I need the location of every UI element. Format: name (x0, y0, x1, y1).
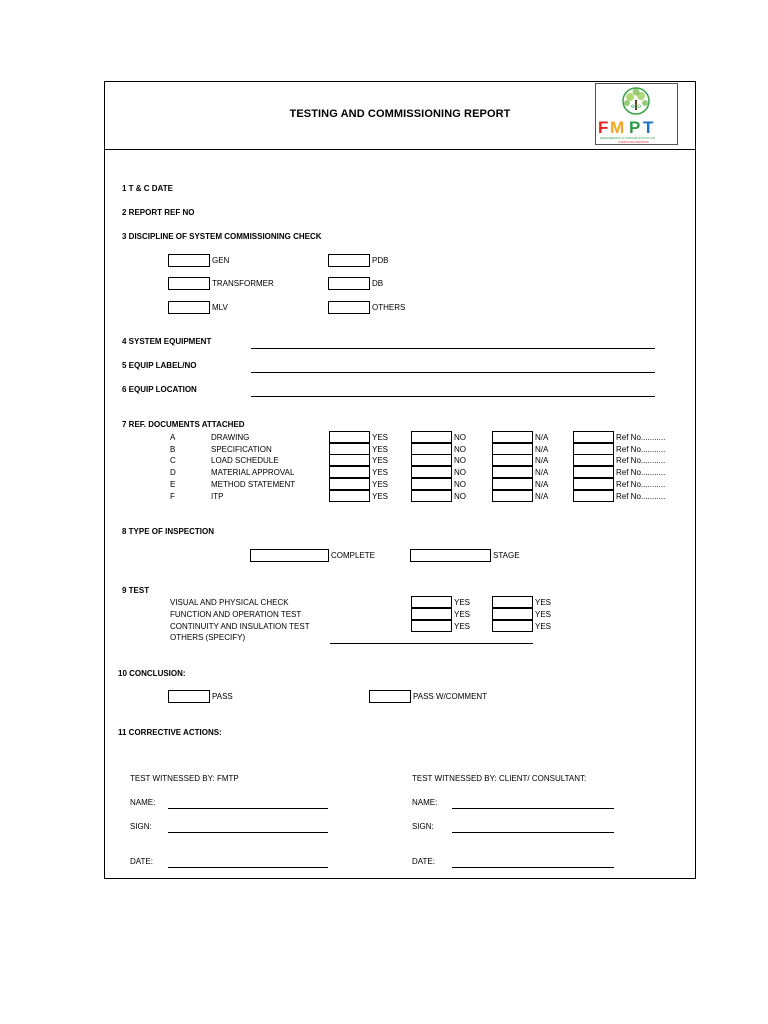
field-discipline-label: 3 DISCIPLINE OF SYSTEM COMMISSIONING CHECK (122, 232, 322, 241)
gen-label: GEN (212, 256, 230, 265)
ref-doc-na-label: N/A (535, 468, 549, 477)
test-a-label: YES (454, 598, 471, 607)
svg-text:M: M (610, 118, 625, 137)
ref-doc-na-label: N/A (535, 433, 549, 442)
left-sign-label: SIGN: (130, 822, 152, 831)
left-sign-line[interactable] (168, 832, 328, 833)
ref-doc-name: DRAWING (211, 433, 250, 442)
witness-client-title: TEST WITNESSED BY: CLIENT/ CONSULTANT: (412, 774, 587, 783)
field-test-label: 9 TEST (122, 586, 150, 595)
ref-doc-ref-label: Ref No........... (616, 492, 666, 501)
ref-doc-letter: A (170, 433, 176, 442)
ref-doc-no-label: NO (454, 433, 466, 442)
ref-doc-yes-label: YES (372, 480, 389, 489)
others-label: OTHERS (372, 303, 406, 312)
ref-doc-na-label: N/A (535, 456, 549, 465)
ref-doc-name: ITP (211, 492, 224, 501)
ref-doc-name: LOAD SCHEDULE (211, 456, 279, 465)
ref-doc-ref-checkbox[interactable] (573, 431, 614, 443)
ref-doc-letter: B (170, 445, 176, 454)
test-a-checkbox[interactable] (411, 596, 452, 608)
test-a-label: YES (454, 610, 471, 619)
pass-with-comment-checkbox[interactable] (369, 690, 411, 703)
pass-checkbox[interactable] (168, 690, 210, 703)
ref-doc-yes-label: YES (372, 492, 389, 501)
left-name-label: NAME: (130, 798, 156, 807)
ref-doc-ref-label: Ref No........... (616, 468, 666, 477)
test-name: VISUAL AND PHYSICAL CHECK (170, 598, 289, 607)
right-date-line[interactable] (452, 867, 614, 868)
test-name: CONTINUITY AND INSULATION TEST (170, 622, 310, 631)
ref-doc-na-label: N/A (535, 480, 549, 489)
test-a-checkbox[interactable] (411, 608, 452, 620)
ref-doc-no-checkbox[interactable] (411, 478, 452, 490)
ref-doc-no-label: NO (454, 468, 466, 477)
right-sign-label: SIGN: (412, 822, 434, 831)
ref-doc-letter: C (170, 456, 176, 465)
others-checkbox[interactable] (328, 301, 370, 314)
left-name-line[interactable] (168, 808, 328, 809)
right-sign-line[interactable] (452, 832, 614, 833)
test-name: OTHERS (SPECIFY) (170, 633, 246, 642)
ref-doc-na-checkbox[interactable] (492, 478, 533, 490)
field-conclusion-label: 10 CONCLUSION: (118, 669, 186, 678)
test-a-label: YES (454, 622, 471, 631)
witness-fmtp-title: TEST WITNESSED BY: FMTP (130, 774, 239, 783)
ref-doc-name: SPECIFICATION (211, 445, 272, 454)
pass-with-comment-label: PASS W/COMMENT (413, 692, 488, 701)
ref-doc-ref-label: Ref No........... (616, 456, 666, 465)
ref-doc-na-checkbox[interactable] (492, 490, 533, 502)
ref-doc-ref-label: Ref No........... (616, 433, 666, 442)
ref-doc-no-checkbox[interactable] (411, 466, 452, 478)
stage-checkbox[interactable] (410, 549, 491, 562)
test-b-label: YES (535, 598, 552, 607)
test-b-checkbox[interactable] (492, 596, 533, 608)
ref-doc-no-checkbox[interactable] (411, 490, 452, 502)
right-name-label: NAME: (412, 798, 438, 807)
ref-doc-yes-checkbox[interactable] (329, 466, 370, 478)
others-specify-line[interactable] (330, 643, 533, 644)
pass-label: PASS (212, 692, 233, 701)
right-date-label: DATE: (412, 857, 435, 866)
test-b-checkbox[interactable] (492, 620, 533, 632)
test-name: FUNCTION AND OPERATION TEST (170, 610, 302, 619)
ref-doc-ref-checkbox[interactable] (573, 454, 614, 466)
test-a-checkbox[interactable] (411, 620, 452, 632)
ref-doc-name: METHOD STATEMENT (211, 480, 296, 489)
svg-text:P: P (629, 118, 641, 137)
logo-eco-text: eco (631, 104, 641, 110)
ref-doc-ref-checkbox[interactable] (573, 478, 614, 490)
system-equipment-line[interactable] (251, 348, 655, 349)
ref-doc-na-label: N/A (535, 492, 549, 501)
gen-checkbox[interactable] (168, 254, 210, 267)
field-ref-docs-label: 7 REF. DOCUMENTS ATTACHED (122, 420, 245, 429)
header-divider (104, 149, 696, 150)
tree-logo-icon (596, 84, 677, 144)
ref-doc-no-label: NO (454, 492, 466, 501)
ref-doc-name: MATERIAL APPROVAL (211, 468, 295, 477)
field-inspection-type-label: 8 TYPE OF INSPECTION (122, 527, 215, 536)
ref-doc-yes-checkbox[interactable] (329, 454, 370, 466)
pdb-label: PDB (372, 256, 389, 265)
ref-doc-yes-label: YES (372, 445, 389, 454)
ref-doc-ref-checkbox[interactable] (573, 466, 614, 478)
transformer-label: TRANSFORMER (212, 279, 274, 288)
test-b-checkbox[interactable] (492, 608, 533, 620)
equip-label-line[interactable] (251, 372, 655, 373)
svg-text:F: F (598, 118, 609, 137)
ref-doc-no-checkbox[interactable] (411, 431, 452, 443)
ref-doc-no-label: NO (454, 456, 466, 465)
ref-doc-ref-checkbox[interactable] (573, 490, 614, 502)
ref-doc-na-checkbox[interactable] (492, 466, 533, 478)
company-logo (595, 83, 678, 145)
ref-doc-no-label: NO (454, 445, 466, 454)
equip-location-line[interactable] (251, 396, 655, 397)
left-date-label: DATE: (130, 857, 153, 866)
ref-doc-no-label: NO (454, 480, 466, 489)
left-date-line[interactable] (168, 867, 328, 868)
field-equip-location-label: 6 EQUIP LOCATION (122, 385, 197, 394)
svg-text:T: T (643, 118, 654, 137)
test-b-label: YES (535, 622, 552, 631)
mlv-label: MLV (212, 303, 228, 312)
ref-doc-yes-label: YES (372, 468, 389, 477)
logo-tagline: ENGINEERING & CONSTRUCTION LTD (600, 136, 656, 140)
ref-doc-yes-checkbox[interactable] (329, 490, 370, 502)
ref-doc-ref-label: Ref No........... (616, 480, 666, 489)
ref-doc-na-checkbox[interactable] (492, 454, 533, 466)
ref-doc-yes-label: YES (372, 456, 389, 465)
ref-doc-no-checkbox[interactable] (411, 454, 452, 466)
field-corrective-actions-label: 11 CORRECTIVE ACTIONS: (118, 728, 222, 737)
ref-doc-na-label: N/A (535, 445, 549, 454)
ref-doc-yes-checkbox[interactable] (329, 478, 370, 490)
ref-doc-letter: D (170, 468, 176, 477)
field-report-ref-label: 2 REPORT REF NO (122, 208, 195, 217)
ref-doc-letter: F (170, 492, 175, 501)
ref-doc-ref-label: Ref No........... (616, 445, 666, 454)
ref-doc-letter: E (170, 480, 176, 489)
ref-doc-yes-label: YES (372, 433, 389, 442)
field-tc-date-label: 1 T & C DATE (122, 184, 173, 193)
db-checkbox[interactable] (328, 277, 370, 290)
complete-checkbox[interactable] (250, 549, 329, 562)
stage-label: STAGE (493, 551, 520, 560)
report-title: TESTING AND COMMISSIONING REPORT (289, 108, 511, 120)
db-label: DB (372, 279, 384, 288)
right-name-line[interactable] (452, 808, 614, 809)
field-system-equipment-label: 4 SYSTEM EQUIPMENT (122, 337, 212, 346)
test-b-label: YES (535, 610, 552, 619)
logo-tagline-2: CONSULTING SERVICES (618, 141, 649, 144)
transformer-checkbox[interactable] (168, 277, 210, 290)
complete-label: COMPLETE (331, 551, 376, 560)
ref-doc-yes-checkbox[interactable] (329, 431, 370, 443)
pdb-checkbox[interactable] (328, 254, 370, 267)
field-equip-label-label: 5 EQUIP LABEL/NO (122, 361, 197, 370)
mlv-checkbox[interactable] (168, 301, 210, 314)
ref-doc-na-checkbox[interactable] (492, 431, 533, 443)
